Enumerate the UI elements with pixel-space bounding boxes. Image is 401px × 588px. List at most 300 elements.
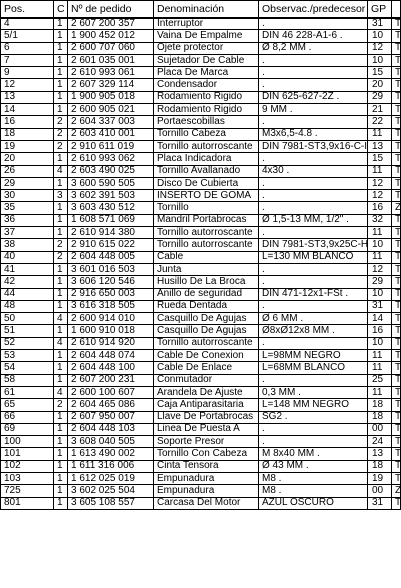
cell-gp: 10 (368, 337, 392, 349)
table-row (1, 423, 401, 435)
cell-status: T (392, 104, 401, 116)
cell-order-number: 1 900 905 018 (68, 91, 154, 103)
cell-observations: . (259, 153, 368, 165)
cell-order-number: 3 601 016 503 (68, 263, 154, 275)
table-row (1, 251, 401, 263)
cell-c: 1 (54, 300, 68, 312)
cell-denomination: Casquillo De Agujas (154, 313, 259, 325)
cell-order-number: 2 610 914 920 (68, 337, 154, 349)
cell-pos: 29 (1, 177, 54, 189)
cell-status: T (392, 288, 401, 300)
cell-denomination: Tornillo autorroscante (154, 337, 259, 349)
cell-gp: 31 (368, 497, 392, 509)
cell-observations: DIN 625-627-2Z . (259, 91, 368, 103)
cell-denomination: Cable De Conexion (154, 350, 259, 362)
cell-denomination: Tornillo autorroscante (154, 239, 259, 251)
cell-order-number: 2 604 448 103 (68, 423, 154, 435)
cell-gp: 00 (368, 423, 392, 435)
cell-order-number: 3 616 318 505 (68, 300, 154, 312)
cell-pos: 18 (1, 128, 54, 140)
cell-observations: . (259, 276, 368, 288)
table-row (1, 214, 401, 226)
cell-order-number: 1 608 571 069 (68, 214, 154, 226)
cell-gp: 12 (368, 190, 392, 202)
cell-c: 1 (54, 411, 68, 423)
table-row (1, 116, 401, 128)
cell-observations: Ø 43 MM . (259, 460, 368, 472)
cell-c: 1 (54, 497, 68, 509)
cell-status: T (392, 91, 401, 103)
cell-order-number: 2 910 611 019 (68, 140, 154, 152)
table-row (1, 140, 401, 152)
cell-pos: 725 (1, 485, 54, 497)
cell-order-number: 2 604 448 005 (68, 251, 154, 263)
cell-c: 1 (54, 79, 68, 91)
cell-status: T (392, 140, 401, 152)
cell-observations: 0,3 MM . (259, 386, 368, 398)
cell-status: T (392, 153, 401, 165)
cell-order-number: 3 606 120 546 (68, 276, 154, 288)
cell-order-number: 2 607 329 114 (68, 79, 154, 91)
cell-c: 1 (54, 153, 68, 165)
cell-gp: 18 (368, 399, 392, 411)
cell-status: T (392, 79, 401, 91)
cell-observations: DIN 471-12x1-FSt . (259, 288, 368, 300)
cell-denomination: Sujetador De Cable (154, 54, 259, 66)
cell-status: T (392, 472, 401, 484)
cell-status: T (392, 350, 401, 362)
table-row (1, 460, 401, 472)
cell-c: 2 (54, 251, 68, 263)
table-row (1, 128, 401, 140)
cell-pos: 36 (1, 214, 54, 226)
cell-observations: M8 . (259, 485, 368, 497)
cell-denomination: Conmutador (154, 374, 259, 386)
cell-observations: . (259, 202, 368, 214)
cell-denomination: Placa Indicadora (154, 153, 259, 165)
cell-c: 1 (54, 325, 68, 337)
cell-order-number: 2 600 100 607 (68, 386, 154, 398)
cell-order-number: 2 603 410 001 (68, 128, 154, 140)
cell-pos: 35 (1, 202, 54, 214)
cell-pos: 44 (1, 288, 54, 300)
cell-denomination: Junta (154, 263, 259, 275)
table-row (1, 153, 401, 165)
cell-gp: 24 (368, 436, 392, 448)
cell-order-number: 2 607 200 231 (68, 374, 154, 386)
cell-order-number: 2 603 490 025 (68, 165, 154, 177)
cell-observations: DIN 46 228-A1-6 . (259, 30, 368, 42)
cell-pos: 100 (1, 436, 54, 448)
table-row (1, 350, 401, 362)
cell-c: 1 (54, 214, 68, 226)
cell-pos: 26 (1, 165, 54, 177)
cell-pos: 40 (1, 251, 54, 263)
cell-status: T (392, 325, 401, 337)
cell-denomination: Cable De Enlace (154, 362, 259, 374)
cell-c: 1 (54, 436, 68, 448)
cell-gp: 12 (368, 42, 392, 54)
cell-gp: 10 (368, 288, 392, 300)
cell-gp: 15 (368, 67, 392, 79)
table-row (1, 399, 401, 411)
cell-status: T (392, 399, 401, 411)
cell-order-number: 2 607 200 357 (68, 18, 154, 30)
cell-denomination: Tornillo autorroscante (154, 140, 259, 152)
cell-gp: 11 (368, 165, 392, 177)
table-row (1, 288, 401, 300)
cell-denomination: Caja Antiparasitaria (154, 399, 259, 411)
cell-c: 1 (54, 472, 68, 484)
cell-denomination: Soporte Presor (154, 436, 259, 448)
cell-observations: L=148 MM NEGRO (259, 399, 368, 411)
cell-order-number: 1 612 025 019 (68, 472, 154, 484)
cell-observations: . (259, 116, 368, 128)
cell-c: 4 (54, 313, 68, 325)
cell-gp: 15 (368, 153, 392, 165)
cell-order-number: 2 910 615 022 (68, 239, 154, 251)
cell-pos: 102 (1, 460, 54, 472)
table-row (1, 300, 401, 312)
cell-pos: 41 (1, 263, 54, 275)
cell-status: T (392, 423, 401, 435)
table-row (1, 386, 401, 398)
table-row (1, 239, 401, 251)
cell-status: T (392, 227, 401, 239)
cell-denomination: Cable (154, 251, 259, 263)
cell-order-number: 2 600 905 021 (68, 104, 154, 116)
table-row (1, 448, 401, 460)
cell-pos: 6 (1, 42, 54, 54)
cell-pos: 42 (1, 276, 54, 288)
cell-status: T (392, 177, 401, 189)
cell-observations: . (259, 67, 368, 79)
cell-c: 1 (54, 54, 68, 66)
cell-status: T (392, 251, 401, 263)
table-row (1, 337, 401, 349)
cell-pos: 54 (1, 362, 54, 374)
header-row (1, 1, 401, 18)
cell-order-number: 3 605 108 557 (68, 497, 154, 509)
cell-denomination: Anillo de seguridad (154, 288, 259, 300)
header-denomination: Denominación (154, 1, 259, 18)
cell-observations: 4x30 . (259, 165, 368, 177)
cell-pos: 9 (1, 67, 54, 79)
cell-status: T (392, 239, 401, 251)
cell-status: T (392, 165, 401, 177)
cell-status: T (392, 411, 401, 423)
cell-denomination: Linea De Puesta A (154, 423, 259, 435)
cell-pos: 103 (1, 472, 54, 484)
cell-c: 1 (54, 362, 68, 374)
cell-order-number: 1 600 910 018 (68, 325, 154, 337)
header-status (392, 1, 401, 18)
cell-status: T (392, 116, 401, 128)
cell-gp: 11 (368, 386, 392, 398)
cell-gp: 20 (368, 79, 392, 91)
cell-c: 1 (54, 202, 68, 214)
cell-status: Z (392, 202, 401, 214)
cell-gp: 14 (368, 313, 392, 325)
table-row (1, 411, 401, 423)
cell-order-number: 2 610 993 061 (68, 67, 154, 79)
cell-c: 1 (54, 227, 68, 239)
cell-order-number: 1 611 316 006 (68, 460, 154, 472)
cell-pos: 48 (1, 300, 54, 312)
cell-gp: 13 (368, 448, 392, 460)
cell-gp: 10 (368, 30, 392, 42)
cell-observations: . (259, 18, 368, 30)
table-row (1, 227, 401, 239)
cell-gp: 18 (368, 411, 392, 423)
cell-status: Z (392, 485, 401, 497)
cell-pos: 30 (1, 190, 54, 202)
cell-status: T (392, 460, 401, 472)
cell-c: 4 (54, 386, 68, 398)
table-row (1, 79, 401, 91)
cell-gp: 11 (368, 350, 392, 362)
cell-pos: 53 (1, 350, 54, 362)
header-pos: Pos. (1, 1, 54, 18)
cell-status: T (392, 313, 401, 325)
cell-observations: M8 . (259, 472, 368, 484)
cell-c: 2 (54, 239, 68, 251)
cell-order-number: 2 610 914 380 (68, 227, 154, 239)
cell-c: 1 (54, 104, 68, 116)
table-row (1, 436, 401, 448)
cell-order-number: 2 607 950 007 (68, 411, 154, 423)
cell-gp: 29 (368, 276, 392, 288)
cell-c: 1 (54, 423, 68, 435)
cell-order-number: 2 600 707 060 (68, 42, 154, 54)
cell-pos: 14 (1, 104, 54, 116)
cell-c: 4 (54, 337, 68, 349)
cell-denomination: Empunadura (154, 485, 259, 497)
header-gp: GP (368, 1, 392, 18)
cell-observations: . (259, 190, 368, 202)
cell-pos: 101 (1, 448, 54, 460)
cell-status: T (392, 67, 401, 79)
cell-pos: 4 (1, 18, 54, 30)
cell-c: 2 (54, 128, 68, 140)
cell-denomination: Arandela De Ajuste (154, 386, 259, 398)
table-body (1, 18, 401, 510)
cell-status: T (392, 42, 401, 54)
cell-observations: . (259, 54, 368, 66)
cell-denomination: Placa De Marca (154, 67, 259, 79)
table-row (1, 325, 401, 337)
cell-order-number: 2 604 448 100 (68, 362, 154, 374)
table-row (1, 54, 401, 66)
table-row (1, 42, 401, 54)
cell-observations: . (259, 227, 368, 239)
cell-c: 1 (54, 350, 68, 362)
cell-gp: 21 (368, 104, 392, 116)
header-observations: Observac./predecesor (259, 1, 368, 18)
cell-denomination: Rodamiento Rigido (154, 104, 259, 116)
cell-status: T (392, 300, 401, 312)
cell-gp: 31 (368, 18, 392, 30)
cell-pos: 12 (1, 79, 54, 91)
cell-pos: 61 (1, 386, 54, 398)
header-c: C (54, 1, 68, 18)
cell-pos: 16 (1, 116, 54, 128)
cell-gp: 11 (368, 362, 392, 374)
cell-c: 1 (54, 42, 68, 54)
cell-gp: 10 (368, 239, 392, 251)
cell-denomination: Rodamiento Rigido (154, 91, 259, 103)
cell-observations: M 8x40 MM . (259, 448, 368, 460)
cell-observations: . (259, 374, 368, 386)
cell-gp: 11 (368, 251, 392, 263)
cell-status: T (392, 374, 401, 386)
cell-denomination: Mandril Portabrocas (154, 214, 259, 226)
table-row (1, 190, 401, 202)
cell-gp: 22 (368, 116, 392, 128)
cell-pos: 69 (1, 423, 54, 435)
cell-status: T (392, 436, 401, 448)
cell-c: 3 (54, 190, 68, 202)
table-row (1, 177, 401, 189)
cell-order-number: 3 603 430 512 (68, 202, 154, 214)
cell-c: 2 (54, 399, 68, 411)
table-row (1, 263, 401, 275)
table-row (1, 30, 401, 42)
cell-denomination: Llave De Portabrocas (154, 411, 259, 423)
cell-pos: 20 (1, 153, 54, 165)
cell-order-number: 3 608 040 505 (68, 436, 154, 448)
cell-c: 1 (54, 276, 68, 288)
cell-gp: 31 (368, 300, 392, 312)
cell-denomination: Tornillo (154, 202, 259, 214)
cell-c: 1 (54, 460, 68, 472)
cell-pos: 51 (1, 325, 54, 337)
cell-status: T (392, 30, 401, 42)
cell-denomination: Ojete protector (154, 42, 259, 54)
cell-observations: . (259, 436, 368, 448)
cell-gp: 25 (368, 374, 392, 386)
cell-observations: Ø 8,2 MM . (259, 42, 368, 54)
table-row (1, 91, 401, 103)
cell-gp: 00 (368, 485, 392, 497)
cell-c: 1 (54, 91, 68, 103)
cell-observations: . (259, 423, 368, 435)
cell-gp: 32 (368, 214, 392, 226)
cell-observations: SG2 . (259, 411, 368, 423)
cell-order-number: 2 604 337 003 (68, 116, 154, 128)
cell-gp: 19 (368, 472, 392, 484)
table-row (1, 104, 401, 116)
table-row (1, 374, 401, 386)
cell-c: 1 (54, 30, 68, 42)
cell-denomination: Carcasa Del Motor (154, 497, 259, 509)
table-row (1, 362, 401, 374)
cell-observations: Ø 6 MM . (259, 313, 368, 325)
cell-denomination: Portaescobillas (154, 116, 259, 128)
cell-gp: 10 (368, 54, 392, 66)
cell-observations: . (259, 79, 368, 91)
cell-denomination: INSERTO DE GOMA (154, 190, 259, 202)
cell-gp: 18 (368, 460, 392, 472)
cell-observations: AZUL OSCURO (259, 497, 368, 509)
cell-observations: M3x6,5-4.8 . (259, 128, 368, 140)
cell-observations: L=98MM NEGRO (259, 350, 368, 362)
cell-c: 1 (54, 177, 68, 189)
cell-status: T (392, 448, 401, 460)
cell-order-number: 2 604 448 074 (68, 350, 154, 362)
cell-order-number: 2 610 993 062 (68, 153, 154, 165)
cell-c: 1 (54, 67, 68, 79)
cell-observations: DIN 7981-ST3,9x16-C-I (259, 140, 368, 152)
cell-pos: 65 (1, 399, 54, 411)
table-header (1, 1, 401, 18)
cell-pos: 38 (1, 239, 54, 251)
cell-order-number: 3 600 590 505 (68, 177, 154, 189)
cell-observations: L=68MM BLANCO (259, 362, 368, 374)
cell-status: T (392, 276, 401, 288)
cell-status: T (392, 18, 401, 30)
cell-status: T (392, 54, 401, 66)
cell-gp: 12 (368, 177, 392, 189)
cell-gp: 16 (368, 202, 392, 214)
table-row (1, 18, 401, 30)
cell-gp: 11 (368, 227, 392, 239)
cell-status: T (392, 497, 401, 509)
cell-c: 1 (54, 448, 68, 460)
table-row (1, 485, 401, 497)
cell-order-number: 3 602 391 503 (68, 190, 154, 202)
cell-c: 1 (54, 485, 68, 497)
cell-pos: 37 (1, 227, 54, 239)
cell-c: 4 (54, 165, 68, 177)
cell-c: 1 (54, 374, 68, 386)
cell-denomination: Casquillo De Agujas (154, 325, 259, 337)
cell-denomination: Tornillo Avallanado (154, 165, 259, 177)
cell-pos: 50 (1, 313, 54, 325)
header-order-number: Nº de pedido (68, 1, 154, 18)
cell-observations: . (259, 177, 368, 189)
cell-order-number: 2 604 465 086 (68, 399, 154, 411)
cell-denomination: Vaina De Empalme (154, 30, 259, 42)
cell-gp: 13 (368, 140, 392, 152)
cell-observations: . (259, 300, 368, 312)
cell-c: 1 (54, 18, 68, 30)
cell-status: T (392, 128, 401, 140)
cell-denomination: Interruptor (154, 18, 259, 30)
cell-pos: 58 (1, 374, 54, 386)
table-row (1, 497, 401, 509)
cell-pos: 19 (1, 140, 54, 152)
table-row (1, 472, 401, 484)
cell-denomination: Empunadura (154, 472, 259, 484)
cell-order-number: 3 602 025 504 (68, 485, 154, 497)
cell-c: 1 (54, 288, 68, 300)
cell-denomination: Tornillo Con Cabeza (154, 448, 259, 460)
cell-pos: 5/1 (1, 30, 54, 42)
cell-status: T (392, 337, 401, 349)
cell-order-number: 2 600 914 010 (68, 313, 154, 325)
cell-denomination: Tornillo autorroscante (154, 227, 259, 239)
cell-pos: 7 (1, 54, 54, 66)
cell-status: T (392, 190, 401, 202)
cell-status: T (392, 386, 401, 398)
cell-observations: 9 MM . (259, 104, 368, 116)
cell-denomination: Disco De Cubierta (154, 177, 259, 189)
table-row (1, 67, 401, 79)
cell-gp: 29 (368, 91, 392, 103)
cell-pos: 13 (1, 91, 54, 103)
cell-order-number: 1 900 452 012 (68, 30, 154, 42)
